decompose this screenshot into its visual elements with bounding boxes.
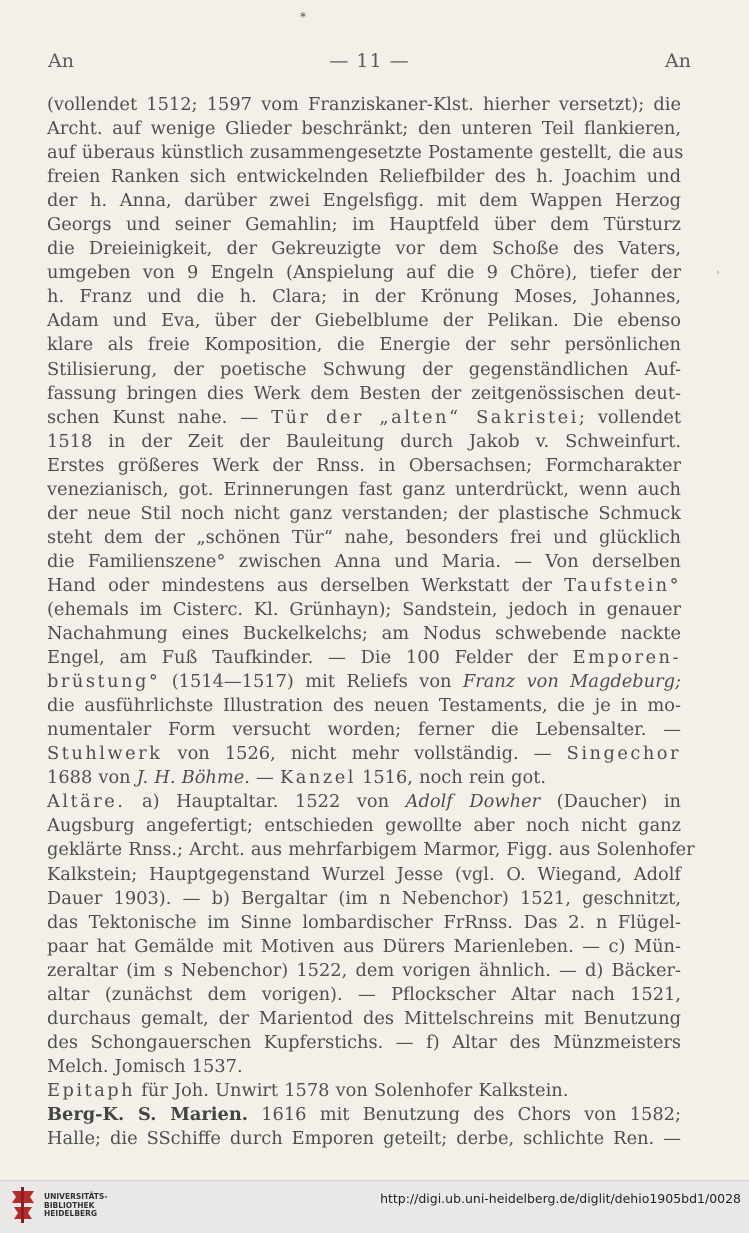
text-run: 1516, noch rein got. (355, 767, 547, 789)
text-run: 1518 in der Zeit der Bauleitung durch Jakob v. Schweinfurt. (47, 430, 681, 452)
text-run: der neue Stil noch nicht ganz verstanden; der plastische Schmuck (47, 502, 681, 524)
spaced-term: brüstung° (47, 671, 161, 693)
text-run: das Tektonische im Sinne lombardischer FrRnss. Das 2. n Flügel- (47, 911, 681, 933)
margin-mark: › (716, 268, 720, 278)
text-line (47, 911, 681, 935)
text-run: ; vollendet (578, 406, 682, 428)
text-line (47, 309, 681, 333)
text-line (47, 358, 681, 382)
text-run: Georgs und seiner Gemahlin; im Hauptfeld über dem Türsturz (47, 214, 681, 236)
text-run: Halle; die SSchiffe durch Emporen geteilt; derbe, schlichte Ren. — (47, 1128, 681, 1150)
text-line (47, 165, 681, 189)
text-run: (1514—1517) mit Reliefs von (160, 671, 463, 693)
text-run: Erstes größeres Werk der Rnss. in Obersachsen; Formcharakter (47, 454, 681, 476)
text-run: geklärte Rnss.; Archt. aus mehrfarbigem Marmor, Figg. aus Solenhofer (47, 839, 695, 861)
text-run: h. Franz und die h. Clara; in der Krönung Moses, Johannes, (47, 286, 681, 308)
text-run: Archt. auf wenige Glieder beschränkt; den unteren Teil flankieren, (47, 118, 681, 140)
text-run: zeraltar (im s Nebenchor) 1522, dem vorigen ähnlich. — d) Bäcker- (47, 959, 681, 981)
text-run: Engel, am Fuß Taufkinder. — Die 100 Felder der (47, 647, 573, 669)
university-seal-icon (8, 1185, 38, 1225)
text-line (47, 983, 681, 1007)
text-line (47, 646, 681, 670)
text-run: — (249, 767, 280, 789)
text-run: altar (zunächst dem vorigen). — Pflockscher Altar nach 1521, (47, 983, 681, 1005)
text-line (47, 694, 681, 718)
text-line (47, 790, 681, 814)
text-line (47, 959, 681, 983)
text-line (47, 406, 681, 430)
text-line (47, 766, 681, 790)
text-line (47, 863, 681, 887)
text-run: klare als freie Komposition, die Energie der sehr persönlichen (47, 334, 681, 356)
text-line (47, 93, 681, 117)
text-line (47, 1127, 681, 1151)
text-run: fassung bringen dies Werk dem Besten der zeitgenössischen deut- (47, 382, 681, 404)
text-line (47, 1055, 681, 1079)
text-line (47, 1031, 681, 1055)
text-line (47, 814, 681, 838)
viewer-footer (0, 1180, 749, 1233)
artist-name: Franz von Magdeburg; (462, 671, 681, 693)
text-run: Augsburg angefertigt; entschieden gewollte aber noch nicht ganz (47, 815, 681, 837)
body-text (47, 93, 695, 1151)
logo-line: BIBLIOTHEK (44, 1200, 95, 1210)
page-mark: * (300, 10, 306, 24)
text-run: a) Hauptaltar. 1522 von (125, 791, 406, 813)
text-line (47, 838, 695, 862)
text-line (47, 333, 681, 357)
text-line (47, 742, 681, 766)
text-line (47, 141, 684, 165)
text-line (47, 598, 681, 622)
text-run: Melch. Jomisch 1537. (47, 1055, 243, 1077)
text-run: Kalkstein; Hauptgegenstand Wurzel Jesse (vgl. O. Wiegand, Adolf (47, 863, 681, 885)
text-run: von 1526, nicht mehr vollständig. — (162, 743, 567, 765)
text-run: (vollendet 1512; 1597 vom Franziskaner-Klst. hierher versetzt); die (47, 94, 681, 115)
text-line (47, 117, 681, 141)
text-run: Nachahmung eines Buckelkelchs; am Nodus schwebende nackte (47, 623, 681, 645)
text-run: für Joh. Unwirt 1578 von Solenhofer Kalkstein. (135, 1079, 569, 1101)
text-run: die Dreieinigkeit, der Gekreuzigte vor dem Schoße des Vaters, (47, 238, 681, 260)
text-run: auf überaus künstlich zusammengesetzte Postamente gestellt, die aus (47, 142, 684, 164)
text-run: (ehemals im Cisterc. Kl. Grünhayn); Sandstein, jedoch in genauer (47, 598, 681, 620)
page-number: — 11 — (329, 50, 410, 72)
entry-heading: Berg-K. S. Marien. (47, 1103, 248, 1125)
running-head (48, 50, 691, 74)
text-run: schen Kunst nahe. — (47, 406, 272, 428)
text-line (47, 285, 681, 309)
text-run: die Familienszene° zwischen Anna und Maria. — Von derselben (47, 550, 681, 572)
text-line (47, 526, 681, 550)
text-line (47, 189, 681, 213)
source-url[interactable]: http://digi.ub.uni-heidelberg.de/diglit/dehio1905bd1/0028 (380, 1191, 741, 1206)
text-line (47, 574, 681, 598)
logo-line: HEIDELBERG (44, 1209, 98, 1218)
text-line (47, 1103, 681, 1127)
text-run: umgeben von 9 Engeln (Anspielung auf die 9 Chöre), tiefer der (47, 262, 681, 284)
spaced-term: Epitaph (47, 1079, 136, 1101)
running-head-right: An (665, 50, 691, 72)
spaced-term: Tür der „alten“ Sakristei (271, 406, 579, 428)
text-run: Dauer 1903). — b) Bergaltar (im n Nebenchor) 1521, geschnitzt, (47, 887, 681, 909)
text-run: freien Ranken sich entwickelnden Reliefbilder des h. Joachim und (47, 166, 681, 188)
text-run: der h. Anna, darüber zwei Engelsfigg. mit dem Wappen Herzog (47, 190, 681, 212)
text-run: numentaler Form versucht worden; ferner die Lebensalter. — (47, 719, 681, 741)
spaced-term: Stuhlwerk (47, 743, 163, 765)
spaced-term: Altäre. (47, 791, 126, 813)
text-run: 1688 von (47, 767, 137, 789)
spaced-term: Singechor (566, 743, 681, 765)
text-line (47, 718, 681, 742)
artist-name: Adolf Dowher (405, 791, 541, 813)
text-line (47, 1079, 681, 1103)
text-run: 1616 mit Benutzung des Chors von 1582; (247, 1103, 681, 1125)
text-run: die ausführlichste Illustration des neuen Testaments, die je in mo- (47, 695, 681, 717)
running-head-left: An (48, 50, 74, 72)
spaced-term: Emporen- (572, 647, 681, 669)
text-line (47, 478, 681, 502)
text-run: paar hat Gemälde mit Motiven aus Dürers Marienleben. — c) Mün- (47, 935, 681, 957)
text-line (47, 670, 681, 694)
text-line (47, 1007, 681, 1031)
text-line (47, 237, 681, 261)
text-line (47, 382, 681, 406)
text-line (47, 935, 681, 959)
text-run: des Schongauerschen Kupferstichs. — f) Altar des Münzmeisters (47, 1031, 681, 1053)
text-run: Stilisierung, der poetische Schwung der gegenständlichen Auf- (47, 358, 681, 380)
spaced-term: Kanzel (279, 767, 356, 789)
text-run: (Daucher) in (540, 791, 682, 813)
text-run: venezianisch, got. Erinnerungen fast ganz unterdrückt, wenn auch (47, 478, 681, 500)
text-line (47, 454, 681, 478)
logo-line: UNIVERSITÄTS- (44, 1192, 108, 1201)
text-line (47, 550, 681, 574)
text-run: durchaus gemalt, der Marientod des Mittelschreins mit Benutzung (47, 1007, 681, 1029)
text-line (47, 502, 681, 526)
text-line (47, 622, 681, 646)
text-line (47, 261, 681, 285)
text-run: Hand oder mindestens aus derselben Werkstatt der (47, 574, 565, 596)
text-run: steht dem der „schönen Tür“ nahe, besonders frei und glücklich (47, 526, 681, 548)
text-line (47, 887, 681, 911)
spaced-term: Taufstein° (564, 574, 681, 596)
library-logo-text (44, 1193, 107, 1219)
text-line (47, 430, 681, 454)
text-run: Adam und Eva, über der Giebelblume der Pelikan. Die ebenso (47, 310, 681, 332)
text-line (47, 213, 681, 237)
artist-name: J. H. Böhme. (136, 767, 250, 789)
